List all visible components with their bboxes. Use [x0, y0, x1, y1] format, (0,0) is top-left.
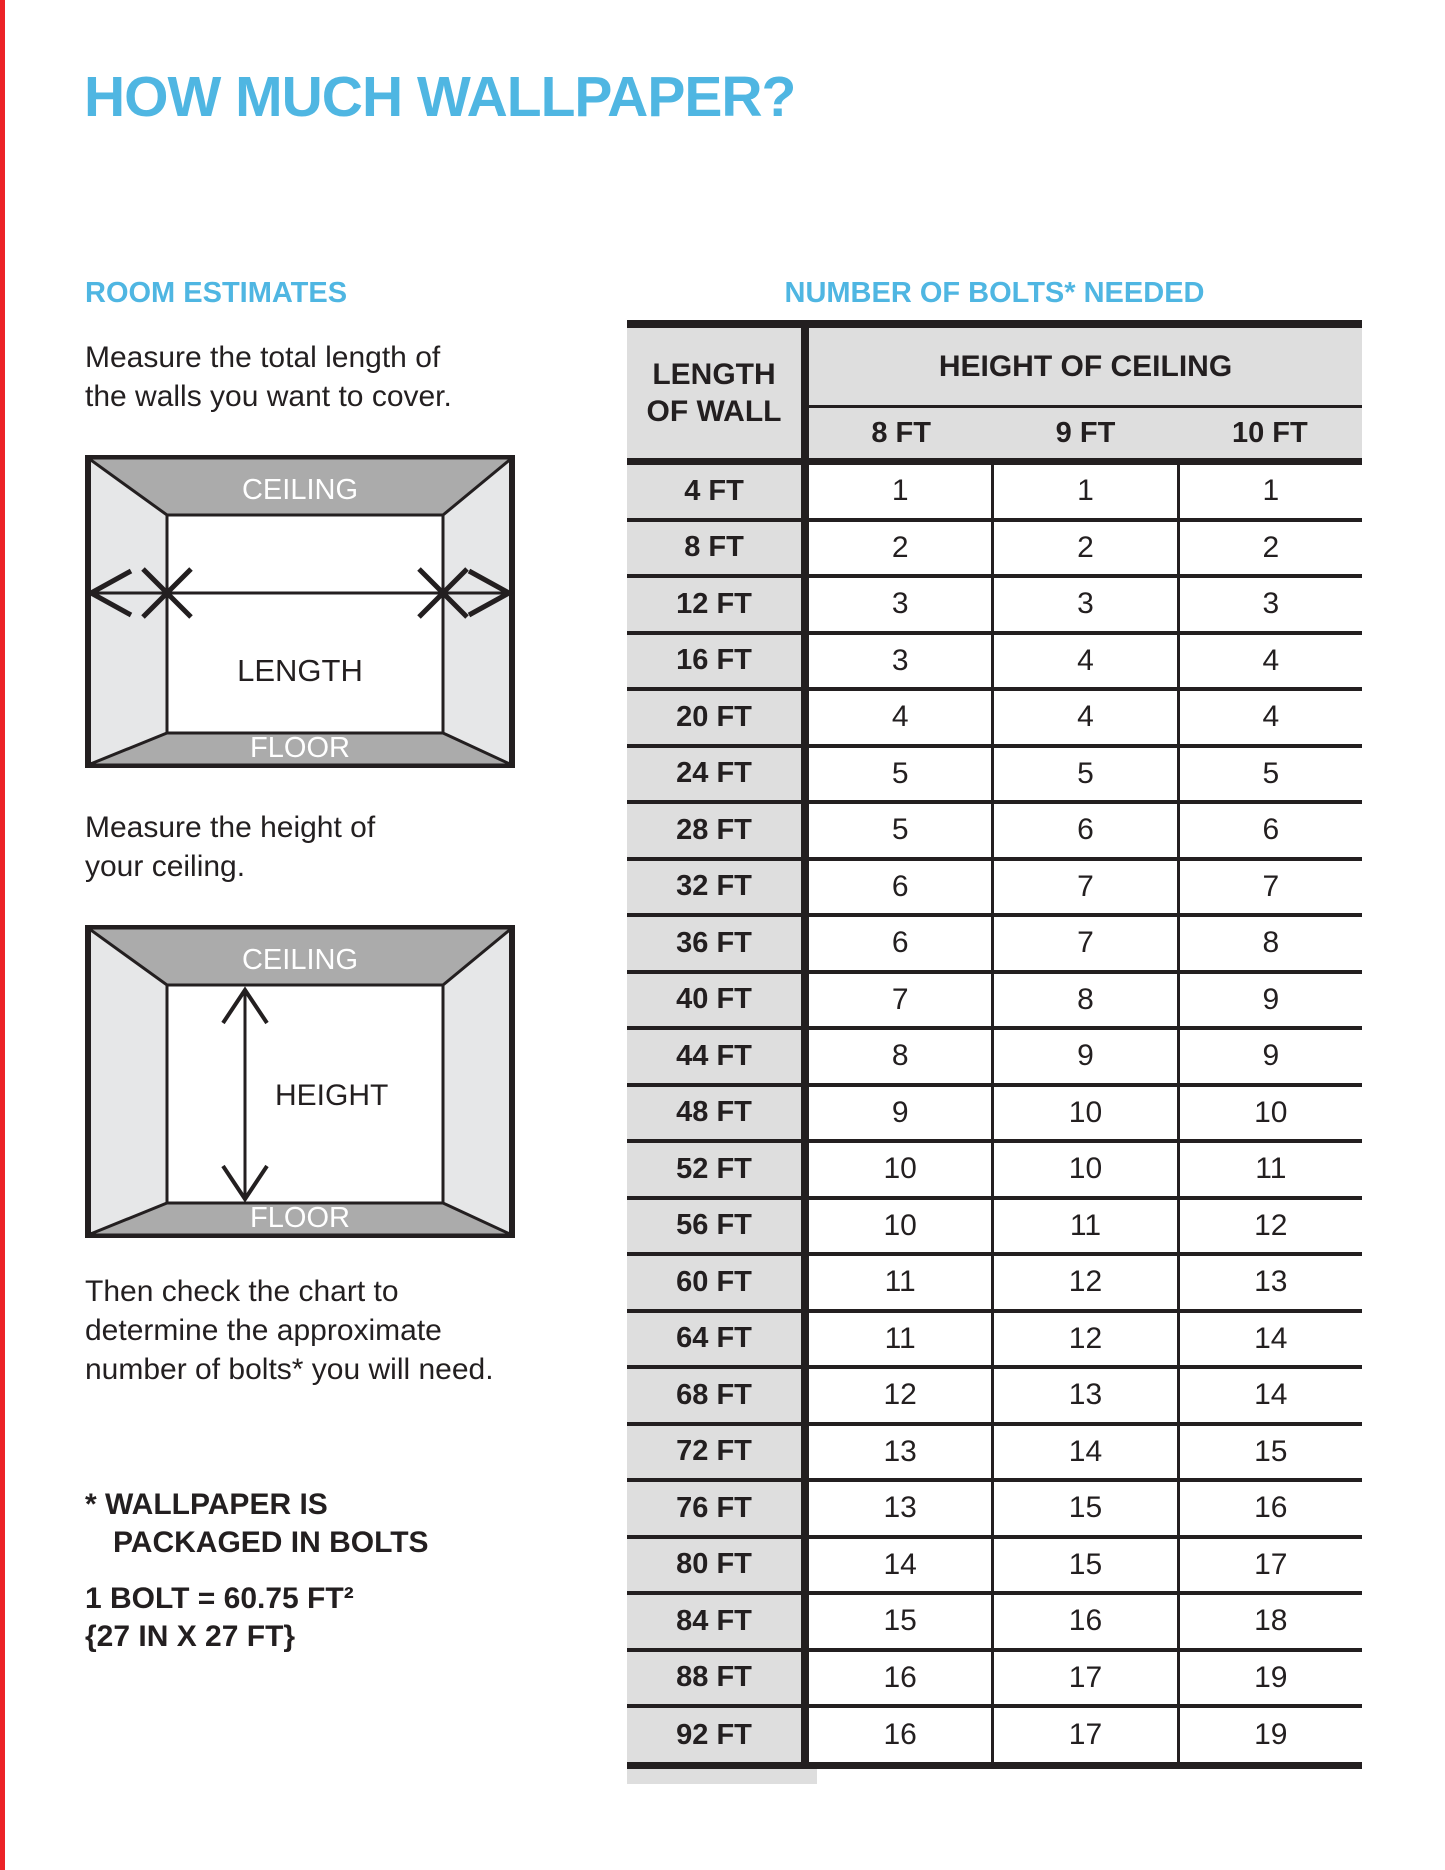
- cell-9ft: 12: [994, 1256, 1179, 1309]
- instruction-measure-height: [85, 808, 375, 886]
- height-of-ceiling-group: [809, 328, 1362, 458]
- room-length-diagram: [85, 455, 515, 768]
- cell-8ft: 11: [809, 1256, 994, 1309]
- cell-8ft: 4: [809, 691, 994, 744]
- row-label: 64 FT: [627, 1313, 809, 1366]
- cell-9ft: 6: [994, 804, 1179, 857]
- cell-10ft: 3: [1262, 587, 1280, 621]
- cell-10ft: 17: [1254, 1547, 1288, 1581]
- row-label: 48 FT: [627, 1087, 809, 1140]
- table-row: [627, 1652, 1362, 1709]
- back-wall: [167, 515, 443, 733]
- corner-header-line: LENGTH: [652, 358, 776, 391]
- row-label: 68 FT: [627, 1369, 809, 1422]
- table-row: [627, 1313, 1362, 1370]
- cell-10ft: 4: [1262, 643, 1280, 677]
- row-label: 24 FT: [627, 748, 809, 801]
- bolt-size-line: 1 BOLT = 60.75 FT²: [85, 1582, 354, 1615]
- cell-10ft: 9: [1262, 982, 1280, 1016]
- instruction-measure-length: [85, 338, 452, 416]
- instruction-line: number of bolts* you will need.: [85, 1353, 494, 1386]
- corner-header-length-of-wall: [627, 328, 809, 458]
- cell-10ft: 10: [1254, 1095, 1288, 1129]
- cell-8ft: 13: [809, 1482, 994, 1535]
- table-row: [627, 1595, 1362, 1652]
- cell-8ft: 3: [809, 635, 994, 688]
- cell-9ft: 17: [994, 1708, 1179, 1762]
- cell-8ft: 7: [809, 974, 994, 1027]
- instruction-check-chart: [85, 1272, 494, 1389]
- cell-10ft: 1: [1262, 474, 1280, 508]
- cell-10ft: 16: [1254, 1491, 1288, 1525]
- room-estimates-heading: ROOM ESTIMATES: [85, 277, 348, 309]
- cell-8ft: 14: [809, 1539, 994, 1592]
- col-header-9ft: 9 FT: [1055, 416, 1116, 449]
- row-label: 56 FT: [627, 1200, 809, 1253]
- table-row: [627, 917, 1362, 974]
- table-row: [627, 861, 1362, 918]
- cell-10ft: 14: [1254, 1378, 1288, 1412]
- table-bottom-border: [627, 1762, 1362, 1769]
- cell-8ft: 10: [809, 1143, 994, 1196]
- cell-10ft: 2: [1262, 530, 1280, 564]
- cell-8ft: 3: [809, 578, 994, 631]
- row-label: 92 FT: [627, 1708, 809, 1762]
- cell-10ft: 8: [1262, 926, 1280, 960]
- ceiling-height-diagram: [85, 925, 515, 1238]
- row-label: 32 FT: [627, 861, 809, 914]
- bolt-size-line: {27 IN X 27 FT}: [85, 1620, 296, 1653]
- cell-9ft: 1: [994, 465, 1179, 518]
- cell-9ft: 5: [994, 748, 1179, 801]
- table-row: [627, 1369, 1362, 1426]
- table-row: [627, 1539, 1362, 1596]
- row-label: 20 FT: [627, 691, 809, 744]
- cell-9ft: 11: [994, 1200, 1179, 1253]
- cell-10ft: 19: [1254, 1660, 1288, 1694]
- table-row: [627, 465, 1362, 522]
- instruction-line: your ceiling.: [85, 850, 246, 883]
- table-row: [627, 974, 1362, 1031]
- cell-9ft: 4: [994, 691, 1179, 744]
- cell-8ft: 5: [809, 748, 994, 801]
- cell-9ft: 9: [994, 1030, 1179, 1083]
- height-measure-label: HEIGHT: [275, 1079, 389, 1112]
- label-column-bottom-stub: [627, 1769, 817, 1784]
- cell-8ft: 16: [809, 1708, 994, 1762]
- table-row: [627, 1426, 1362, 1483]
- bolts-needed-table: [627, 320, 1362, 1784]
- cell-8ft: 5: [809, 804, 994, 857]
- cell-9ft: 15: [994, 1539, 1179, 1592]
- cell-9ft: 10: [994, 1087, 1179, 1140]
- cell-9ft: 13: [994, 1369, 1179, 1422]
- row-label: 76 FT: [627, 1482, 809, 1535]
- ceiling-label: CEILING: [241, 944, 359, 976]
- footnote-line: PACKAGED IN BOLTS: [113, 1526, 429, 1559]
- table-row: [627, 691, 1362, 748]
- instruction-line: Measure the height of: [85, 811, 376, 844]
- cell-8ft: 15: [809, 1595, 994, 1648]
- cell-9ft: 15: [994, 1482, 1179, 1535]
- cell-10ft: 14: [1254, 1321, 1288, 1355]
- cell-9ft: 2: [994, 522, 1179, 575]
- cell-10ft: 11: [1255, 1152, 1287, 1186]
- cell-8ft: 8: [809, 1030, 994, 1083]
- table-row: [627, 1200, 1362, 1257]
- cell-10ft: 19: [1254, 1718, 1288, 1751]
- table-header: [627, 328, 1362, 465]
- cell-10ft: 4: [1262, 700, 1280, 734]
- bolt-size-info: [85, 1580, 354, 1656]
- cell-10ft: 18: [1254, 1604, 1288, 1638]
- cell-9ft: 8: [994, 974, 1179, 1027]
- bolts-needed-heading: NUMBER OF BOLTS* NEEDED: [784, 277, 1205, 309]
- cell-9ft: 7: [994, 861, 1179, 914]
- cell-9ft: 10: [994, 1143, 1179, 1196]
- table-row: [627, 635, 1362, 692]
- cell-8ft: 6: [809, 917, 994, 970]
- cell-9ft: 16: [994, 1595, 1179, 1648]
- ceiling-height-subheaders: [809, 408, 1362, 458]
- table-row: [627, 804, 1362, 861]
- cell-10ft: 6: [1262, 813, 1280, 847]
- page-title: HOW MUCH WALLPAPER?: [84, 65, 796, 129]
- table-row: [627, 1482, 1362, 1539]
- table-row: [627, 1087, 1362, 1144]
- row-label: 72 FT: [627, 1426, 809, 1479]
- instruction-line: Then check the chart to: [85, 1275, 399, 1308]
- col-header-10ft: 10 FT: [1231, 416, 1308, 449]
- row-label: 88 FT: [627, 1652, 809, 1705]
- cell-8ft: 10: [809, 1200, 994, 1253]
- row-label: 40 FT: [627, 974, 809, 1027]
- table-row: [627, 1030, 1362, 1087]
- cell-9ft: 3: [994, 578, 1179, 631]
- instruction-line: determine the approximate: [85, 1314, 442, 1347]
- table-row: [627, 1143, 1362, 1200]
- cell-9ft: 14: [994, 1426, 1179, 1479]
- height-of-ceiling-header: HEIGHT OF CEILING: [809, 328, 1362, 408]
- row-label: 52 FT: [627, 1143, 809, 1196]
- row-label: 12 FT: [627, 578, 809, 631]
- cell-9ft: 12: [994, 1313, 1179, 1366]
- footnote-line: * WALLPAPER IS: [85, 1488, 328, 1521]
- bolt-packaging-footnote: [85, 1486, 429, 1562]
- cell-8ft: 1: [809, 465, 994, 518]
- row-label: 44 FT: [627, 1030, 809, 1083]
- ceiling-label: CEILING: [241, 474, 359, 506]
- row-label: 4 FT: [627, 465, 809, 518]
- cell-9ft: 17: [994, 1652, 1179, 1705]
- page-edge-red-stripe: [0, 0, 5, 1870]
- row-label: 8 FT: [627, 522, 809, 575]
- cell-9ft: 4: [994, 635, 1179, 688]
- row-label: 60 FT: [627, 1256, 809, 1309]
- table-row: [627, 1256, 1362, 1313]
- col-header-8ft: 8 FT: [871, 416, 931, 449]
- length-measure-label: LENGTH: [237, 653, 363, 688]
- cell-8ft: 12: [809, 1369, 994, 1422]
- cell-10ft: 15: [1254, 1434, 1288, 1468]
- cell-9ft: 7: [994, 917, 1179, 970]
- cell-8ft: 11: [809, 1313, 994, 1366]
- cell-10ft: 12: [1254, 1208, 1288, 1242]
- cell-8ft: 6: [809, 861, 994, 914]
- cell-10ft: 13: [1254, 1265, 1288, 1299]
- cell-10ft: 5: [1262, 756, 1280, 790]
- floor-label: FLOOR: [250, 1202, 350, 1234]
- instruction-line: Measure the total length of: [85, 341, 441, 374]
- cell-8ft: 16: [809, 1652, 994, 1705]
- row-label: 36 FT: [627, 917, 809, 970]
- cell-10ft: 7: [1262, 869, 1280, 903]
- table-row: [627, 522, 1362, 579]
- row-label: 16 FT: [627, 635, 809, 688]
- table-row: [627, 1708, 1362, 1762]
- row-label: 84 FT: [627, 1595, 809, 1648]
- row-label: 28 FT: [627, 804, 809, 857]
- instruction-line: the walls you want to cover.: [85, 380, 452, 413]
- table-row: [627, 578, 1362, 635]
- cell-10ft: 9: [1262, 1039, 1280, 1073]
- cell-8ft: 2: [809, 522, 994, 575]
- corner-header-line: OF WALL: [646, 395, 782, 428]
- row-label: 80 FT: [627, 1539, 809, 1592]
- cell-8ft: 13: [809, 1426, 994, 1479]
- table-row: [627, 748, 1362, 805]
- floor-label: FLOOR: [250, 732, 350, 764]
- cell-8ft: 9: [809, 1087, 994, 1140]
